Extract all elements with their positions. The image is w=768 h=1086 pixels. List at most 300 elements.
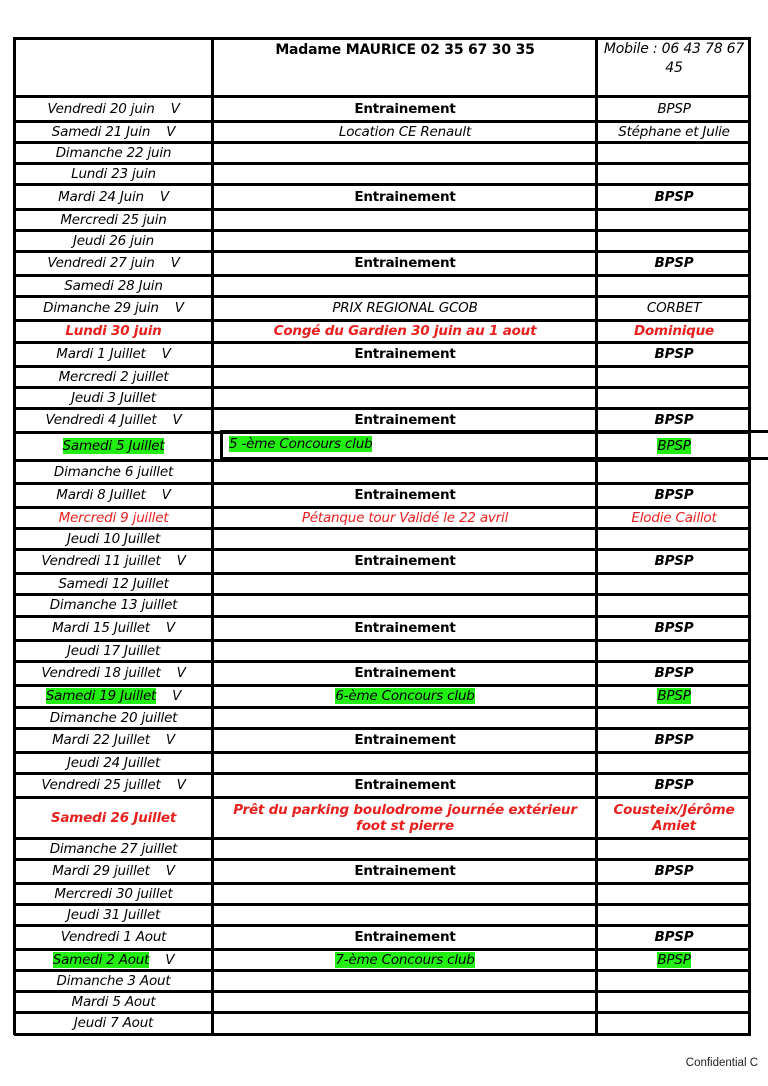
table-row: [14, 594, 751, 616]
responsible-cell: [597, 1012, 751, 1034]
responsible-cell: [597, 387, 751, 408]
date-cell: [14, 432, 213, 460]
row-divider: [14, 319, 751, 322]
date-label: Mardi 8 Juillet: [56, 487, 146, 503]
responsible-cell: [597, 859, 751, 883]
validated-mark: V: [172, 688, 182, 704]
row-divider: [14, 120, 751, 123]
row-divider: [14, 527, 751, 530]
row-divider: [14, 796, 751, 799]
row-divider: [14, 751, 751, 754]
date-label: Dimanche 22 juin: [55, 144, 172, 161]
activity-cell: [213, 432, 597, 460]
responsible-cell: [597, 728, 751, 752]
activity-label: Entrainement: [354, 487, 456, 503]
responsible-label: BPSP: [654, 665, 694, 681]
responsible-cell: [597, 209, 751, 230]
date-cell: [14, 616, 213, 640]
row-divider: [14, 684, 751, 687]
activity-cell: [213, 616, 597, 640]
responsible-label: BPSP: [654, 553, 694, 569]
responsible-cell: [597, 904, 751, 925]
responsible-label: BPSP: [657, 438, 691, 454]
header-empty-cell: [14, 38, 213, 96]
date-label: Samedi 5 Juillet: [62, 438, 165, 454]
activity-cell: [213, 773, 597, 797]
responsible-label: BPSP: [654, 777, 694, 793]
date-cell: [14, 949, 213, 970]
table-row: [14, 883, 751, 904]
row-divider: [14, 727, 751, 730]
date-label: Vendredi 20 juin: [47, 100, 155, 117]
table-row: [14, 432, 751, 460]
date-cell: [14, 184, 213, 209]
date-cell: [14, 121, 213, 142]
date-label: Samedi 19 Juillet: [45, 688, 157, 704]
date-cell: [14, 661, 213, 685]
activity-label: Entrainement: [354, 732, 456, 748]
table-row: [14, 904, 751, 925]
date-label: Samedi 28 Juin: [64, 277, 163, 294]
row-divider: [14, 924, 751, 927]
responsible-cell: [597, 507, 751, 528]
responsible-label: BPSP: [654, 732, 694, 748]
date-label: Dimanche 29 juin: [43, 300, 159, 316]
date-cell: [14, 320, 213, 342]
date-cell: [14, 838, 213, 859]
responsible-label: BPSP: [657, 100, 691, 117]
validated-mark: V: [174, 300, 184, 316]
table-row: [14, 859, 751, 883]
table-border: [595, 37, 598, 1035]
table-border: [14, 1033, 751, 1036]
date-label: Jeudi 31 Juillet: [66, 906, 161, 923]
responsible-cell: [597, 752, 751, 773]
row-divider: [14, 183, 751, 186]
date-cell: [14, 528, 213, 549]
activity-cell: [213, 483, 597, 507]
date-label: Mercredi 9 juillet: [58, 509, 169, 526]
activity-label: Entrainement: [354, 929, 456, 945]
table-row: [14, 838, 751, 859]
date-cell: [14, 640, 213, 661]
responsible-cell: [597, 640, 751, 661]
responsible-cell: [597, 528, 751, 549]
table-row: [14, 797, 751, 838]
responsible-cell: [597, 838, 751, 859]
responsible-cell: [597, 320, 751, 342]
activity-cell: [213, 640, 597, 661]
responsible-cell: [597, 483, 751, 507]
validated-mark: V: [161, 487, 171, 503]
validated-mark: V: [165, 951, 175, 968]
table-border: [748, 37, 751, 1035]
date-label: Dimanche 3 Aout: [56, 972, 171, 989]
activity-cell: [213, 121, 597, 142]
table-border: [13, 37, 16, 1035]
date-cell: [14, 366, 213, 387]
responsible-label: BPSP: [654, 863, 694, 879]
row-divider: [14, 639, 751, 642]
date-cell: [14, 970, 213, 991]
responsible-cell: [597, 949, 751, 970]
activity-cell: [213, 342, 597, 366]
table-row: [14, 342, 751, 366]
date-label: Vendredi 18 juillet: [41, 665, 161, 681]
validated-mark: V: [176, 553, 186, 569]
date-label: Dimanche 13 juillet: [49, 597, 178, 613]
table-row: [14, 483, 751, 507]
row-divider: [14, 948, 751, 951]
activity-cell: [213, 209, 597, 230]
date-label: Vendredi 4 Juillet: [45, 412, 157, 428]
activity-label: Entrainement: [354, 620, 456, 636]
table-row: [14, 408, 751, 432]
responsible-label: BPSP: [654, 188, 694, 205]
activity-label: Entrainement: [354, 100, 456, 117]
date-cell: [14, 387, 213, 408]
row-divider: [14, 141, 751, 144]
activity-label: Entrainement: [354, 188, 456, 205]
table-row: [14, 685, 751, 707]
date-label: Mercredi 2 juillet: [58, 368, 169, 385]
table-row: [14, 142, 751, 163]
activity-label: Entrainement: [354, 553, 456, 569]
activity-cell: [213, 320, 597, 342]
responsible-cell: [597, 773, 751, 797]
responsible-cell: [597, 230, 751, 251]
date-label: Dimanche 20 juillet: [49, 709, 178, 726]
table-row: [14, 209, 751, 230]
header-row: [14, 38, 751, 96]
date-cell: [14, 707, 213, 728]
date-label: Mardi 5 Aout: [71, 993, 156, 1010]
responsible-label: CORBET: [646, 300, 702, 316]
validated-mark: V: [165, 620, 175, 636]
date-label: Mardi 1 Juillet: [56, 346, 146, 362]
activity-cell: [213, 460, 597, 483]
table-row: [14, 661, 751, 685]
responsible-label: Elodie Caillot: [631, 509, 717, 526]
table-row: [14, 251, 751, 275]
row-divider: [14, 903, 751, 906]
row-divider: [14, 1011, 751, 1014]
date-cell: [14, 275, 213, 296]
responsible-label: BPSP: [654, 620, 694, 636]
header-contact: Madame MAURICE 02 35 67 30 35: [275, 42, 535, 58]
responsible-cell: [597, 661, 751, 685]
table-row: [14, 707, 751, 728]
date-label: Jeudi 17 Juillet: [66, 642, 161, 659]
row-divider: [14, 772, 751, 775]
activity-cell: [213, 251, 597, 275]
date-label: Samedi 12 Juillet: [58, 575, 169, 592]
row-divider: [14, 431, 751, 434]
date-label: Jeudi 3 Juillet: [71, 389, 156, 406]
date-cell: [14, 859, 213, 883]
date-cell: [14, 142, 213, 163]
validated-mark: V: [176, 665, 186, 681]
date-label: Mardi 24 Juin: [58, 188, 144, 205]
date-label: Vendredi 11 juillet: [41, 553, 161, 569]
responsible-cell: [597, 797, 751, 838]
table-row: [14, 925, 751, 949]
date-cell: [14, 209, 213, 230]
activity-cell: [213, 925, 597, 949]
responsible-cell: [597, 366, 751, 387]
date-label: Mardi 22 Juillet: [52, 732, 150, 748]
row-divider: [14, 407, 751, 410]
date-cell: [14, 507, 213, 528]
responsible-label: Dominique: [633, 323, 715, 339]
table-row: [14, 752, 751, 773]
row-divider: [14, 250, 751, 253]
table-row: [14, 387, 751, 408]
responsible-cell: [597, 251, 751, 275]
responsible-cell: [597, 408, 751, 432]
date-cell: [14, 728, 213, 752]
row-divider: [14, 572, 751, 575]
responsible-cell: [597, 460, 751, 483]
date-label: Mardi 15 Juillet: [52, 620, 150, 636]
responsible-cell: [597, 573, 751, 594]
responsible-cell: [597, 142, 751, 163]
activity-cell: [213, 366, 597, 387]
date-cell: [14, 230, 213, 251]
table-row: [14, 949, 751, 970]
row-divider: [14, 837, 751, 840]
responsible-label: BPSP: [657, 688, 691, 704]
activity-label: Entrainement: [354, 412, 456, 428]
row-divider: [14, 162, 751, 165]
responsible-cell: [597, 883, 751, 904]
responsible-cell: [597, 96, 751, 121]
responsible-cell: [597, 296, 751, 320]
responsible-cell: [597, 616, 751, 640]
table-row: [14, 528, 751, 549]
table-row: [14, 549, 751, 573]
activity-cell: [213, 275, 597, 296]
activity-cell: [213, 594, 597, 616]
date-cell: [14, 925, 213, 949]
table-row: [14, 1012, 751, 1034]
activity-cell: [213, 728, 597, 752]
activity-cell: [213, 142, 597, 163]
date-cell: [14, 752, 213, 773]
responsible-label: Stéphane et Julie: [618, 123, 730, 140]
responsible-cell: [597, 275, 751, 296]
row-divider: [14, 295, 751, 298]
table-row: [14, 296, 751, 320]
date-cell: [14, 296, 213, 320]
activity-label: Location CE Renault: [338, 123, 472, 140]
validated-mark: V: [170, 100, 180, 117]
activity-cell: [213, 859, 597, 883]
table-row: [14, 184, 751, 209]
responsible-label: BPSP: [654, 929, 694, 945]
header-mobile: Mobile : 06 43 78 67 45: [603, 41, 745, 76]
date-label: Mercredi 25 juin: [60, 211, 167, 228]
date-label: Samedi 26 Juillet: [50, 809, 177, 826]
date-cell: [14, 96, 213, 121]
date-cell: [14, 797, 213, 838]
activity-cell: [213, 507, 597, 528]
responsible-label: Cousteix/Jérôme Amiet: [613, 801, 735, 834]
activity-label: Entrainement: [354, 255, 456, 271]
table-row: [14, 728, 751, 752]
activity-label: 7-ème Concours club: [335, 951, 475, 968]
responsible-label: BPSP: [654, 255, 694, 271]
activity-cell: [213, 883, 597, 904]
validated-mark: V: [170, 255, 180, 271]
date-cell: [14, 991, 213, 1012]
activity-label: Entrainement: [354, 665, 456, 681]
row-divider: [14, 548, 751, 551]
activity-cell: [213, 296, 597, 320]
validated-mark: V: [172, 412, 182, 428]
date-cell: [14, 483, 213, 507]
responsible-label: BPSP: [654, 487, 694, 503]
activity-cell: [213, 797, 597, 838]
row-divider: [14, 386, 751, 389]
activity-label: Entrainement: [354, 777, 456, 793]
activity-cell: [213, 1012, 597, 1034]
responsible-label: BPSP: [654, 346, 694, 362]
validated-mark: V: [165, 863, 175, 879]
activity-cell: [213, 707, 597, 728]
date-cell: [14, 685, 213, 707]
table-row: [14, 230, 751, 251]
table-row: [14, 96, 751, 121]
responsible-cell: [597, 549, 751, 573]
row-divider: [14, 593, 751, 596]
date-label: Dimanche 27 juillet: [49, 840, 178, 857]
table-border: [14, 37, 751, 40]
responsible-cell: [597, 342, 751, 366]
date-cell: [14, 163, 213, 184]
activity-cell: [213, 838, 597, 859]
row-divider: [14, 274, 751, 277]
row-divider: [14, 506, 751, 509]
activity-cell: [213, 549, 597, 573]
activity-cell: [213, 685, 597, 707]
date-cell: [14, 773, 213, 797]
date-cell: [14, 573, 213, 594]
date-label: Jeudi 10 Juillet: [66, 530, 161, 547]
responsible-cell: [597, 925, 751, 949]
validated-mark: V: [159, 188, 169, 205]
row-divider: [14, 482, 751, 485]
activity-label: 5 -ème Concours club: [229, 436, 373, 452]
responsible-cell: [597, 991, 751, 1012]
activity-label: Congé du Gardien 30 juin au 1 aout: [273, 323, 537, 339]
date-label: Lundi 23 juin: [71, 165, 156, 182]
responsible-cell: [597, 432, 751, 460]
date-label: Vendredi 25 juillet: [41, 777, 161, 793]
date-label: Jeudi 24 Juillet: [66, 754, 161, 771]
activity-cell: [213, 184, 597, 209]
schedule-table: [14, 38, 751, 1037]
table-row: [14, 970, 751, 991]
date-label: Mercredi 30 juillet: [54, 885, 173, 902]
row-divider: [14, 95, 751, 98]
date-cell: [14, 904, 213, 925]
table-row: [14, 366, 751, 387]
activity-label: Entrainement: [354, 863, 456, 879]
table-row: [14, 507, 751, 528]
validated-mark: V: [176, 777, 186, 793]
responsible-cell: [597, 121, 751, 142]
responsible-cell: [597, 184, 751, 209]
date-cell: [14, 342, 213, 366]
activity-cell: [213, 573, 597, 594]
date-label: Samedi 2 Aout: [52, 951, 150, 968]
table-row: [14, 573, 751, 594]
row-divider: [14, 208, 751, 211]
date-label: Jeudi 26 juin: [73, 232, 154, 249]
date-label: Lundi 30 juin: [65, 323, 162, 339]
row-divider: [14, 706, 751, 709]
row-divider: [14, 882, 751, 885]
activity-cell: [213, 387, 597, 408]
table-row: [14, 163, 751, 184]
activity-label: Entrainement: [354, 346, 456, 362]
row-divider: [14, 969, 751, 972]
date-cell: [14, 408, 213, 432]
activity-cell: [213, 991, 597, 1012]
date-label: Samedi 21 Juin: [51, 123, 151, 140]
table-row: [14, 275, 751, 296]
activity-label: PRIX REGIONAL GCOB: [332, 300, 478, 316]
activity-label: Prêt du parking boulodrome journée extérieur foot st pierre: [233, 801, 577, 834]
date-cell: [14, 594, 213, 616]
row-divider: [14, 660, 751, 663]
activity-cell: [213, 408, 597, 432]
date-label: Dimanche 6 juillet: [53, 463, 174, 480]
row-divider: [14, 341, 751, 344]
activity-label: 6-ème Concours club: [335, 688, 475, 704]
responsible-cell: [597, 163, 751, 184]
table-row: [14, 121, 751, 142]
validated-mark: V: [161, 346, 171, 362]
responsible-label: BPSP: [657, 951, 691, 968]
activity-cell: [213, 96, 597, 121]
table-border: [211, 37, 214, 1035]
row-divider: [14, 858, 751, 861]
responsible-cell: [597, 970, 751, 991]
activity-cell: [213, 949, 597, 970]
activity-cell: [213, 661, 597, 685]
activity-label: Pétanque tour Validé le 22 avril: [301, 509, 509, 526]
responsible-cell: [597, 594, 751, 616]
date-label: Mardi 29 juillet: [52, 863, 150, 879]
date-label: Vendredi 1 Aout: [60, 929, 167, 945]
date-cell: [14, 883, 213, 904]
date-cell: [14, 549, 213, 573]
activity-cell: [213, 752, 597, 773]
date-cell: [14, 1012, 213, 1034]
row-divider: [14, 990, 751, 993]
table-row: [14, 773, 751, 797]
table-row: [14, 640, 751, 661]
table-row: [14, 460, 751, 483]
activity-cell: [213, 904, 597, 925]
table-row: [14, 320, 751, 342]
row-divider: [14, 615, 751, 618]
validated-mark: V: [165, 732, 175, 748]
responsible-cell: [597, 685, 751, 707]
activity-cell: [213, 230, 597, 251]
